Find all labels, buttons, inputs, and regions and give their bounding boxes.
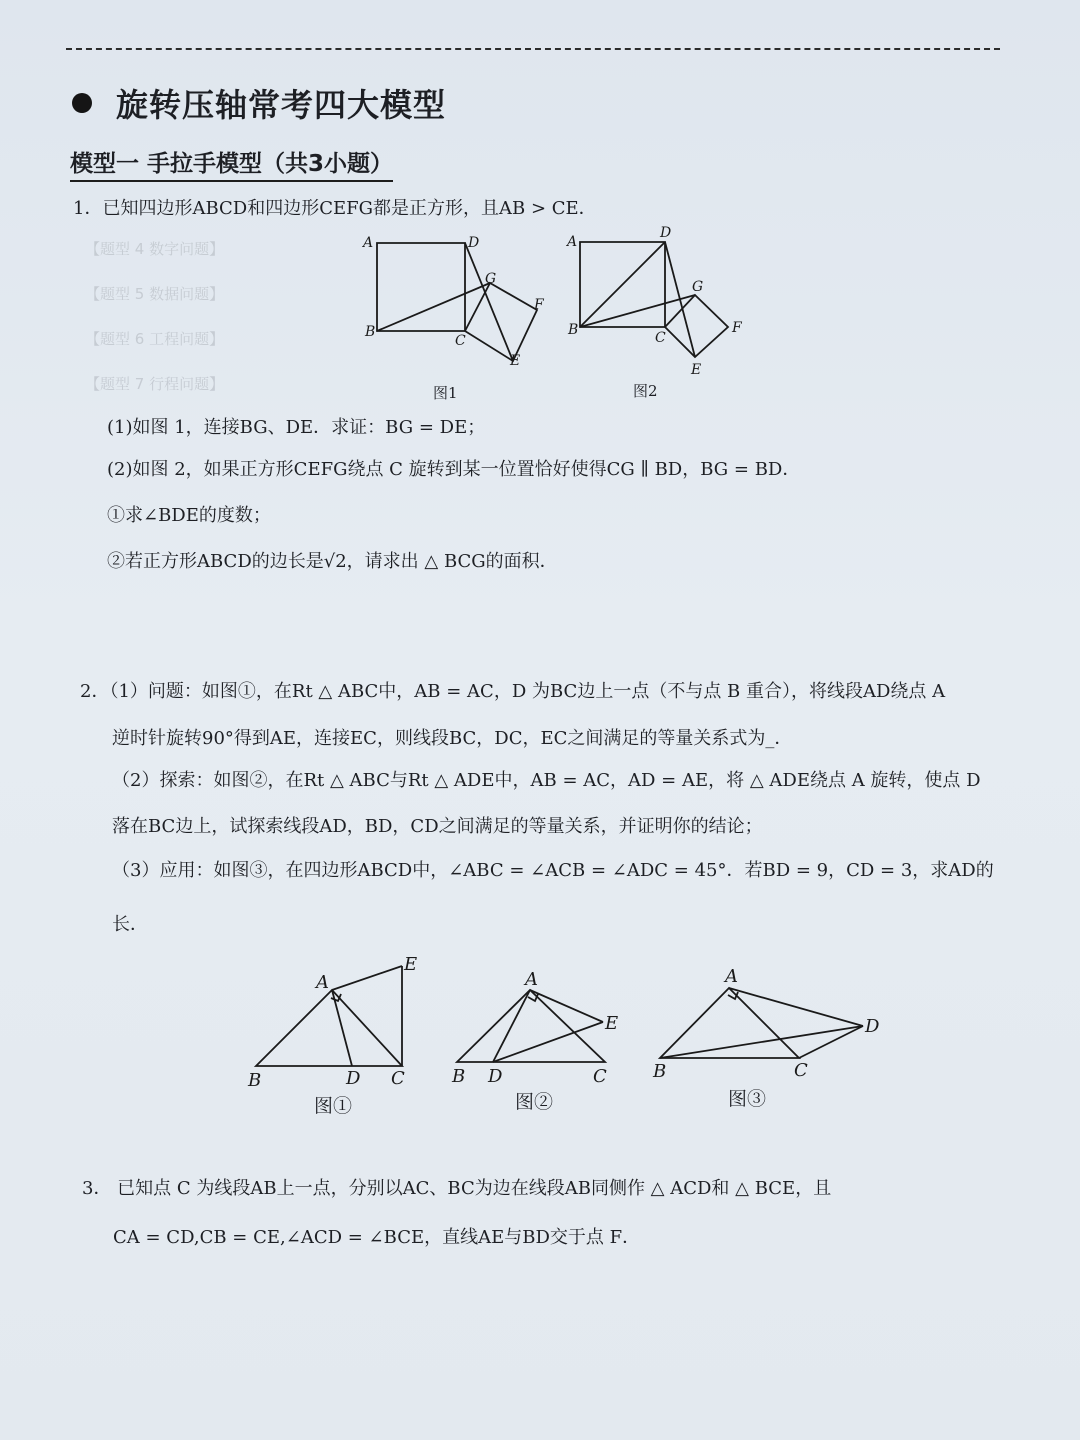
label-b: B — [365, 324, 376, 340]
q2-line6: 长． — [112, 914, 148, 935]
show-through-text: 【题型 7 行程问题】 — [85, 375, 225, 393]
bullet-icon — [72, 93, 92, 113]
label-a: A — [316, 972, 329, 993]
q1-part2: (2)如图 2，如果正方形CEFG绕点 C 旋转到某一位置恰好使得CG ∥ BD，BG = BD． — [107, 459, 801, 480]
section-heading — [72, 80, 446, 126]
show-through-text: 【题型 5 数据问题】 — [85, 285, 225, 303]
q2-fig2-caption: 图② — [515, 1091, 554, 1113]
q1-figure-2 — [560, 222, 760, 382]
label-c: C — [455, 333, 466, 349]
label-e: E — [605, 1013, 619, 1034]
q2-figure-2 — [445, 965, 635, 1090]
q1-stem: 1．已知四边形ABCD和四边形CEFG都是正方形，且AB > CE． — [73, 198, 597, 219]
label-g: G — [692, 279, 704, 295]
label-c: C — [655, 330, 666, 346]
q2-line3: （2）探索：如图②，在Rt △ ABC与Rt △ ADE中，AB = AC，AD = AE，将 △ ADE绕点 A 旋转，使点 D — [112, 770, 981, 791]
label-e: E — [510, 353, 521, 369]
label-b: B — [452, 1066, 466, 1087]
q1-fig2-caption: 图2 — [633, 382, 658, 400]
label-a: A — [363, 235, 374, 251]
q2-figure-1 — [240, 950, 430, 1095]
label-b: B — [568, 322, 579, 338]
section-title: 旋转压轴常考四大模型 — [116, 86, 447, 124]
q2-line5: （3）应用：如图③，在四边形ABCD中，∠ABC = ∠ACB = ∠ADC = 45°．若BD = 9，CD = 3，求AD的 — [112, 860, 994, 881]
label-e: E — [404, 954, 418, 975]
q3-line1: 3． 已知点 C 为线段AB上一点，分别以AC、BC为边在线段AB同侧作 △ ACD和 △ BCE，且 — [82, 1178, 832, 1199]
label-d: D — [660, 225, 672, 241]
label-d: D — [346, 1068, 361, 1089]
show-through-text: 【题型 4 数字问题】 — [85, 240, 225, 258]
label-g: G — [485, 271, 497, 287]
label-d: D — [865, 1016, 880, 1037]
q2-fig1-caption: 图① — [314, 1095, 353, 1117]
label-e: E — [691, 362, 702, 378]
q2-figure-3 — [645, 960, 885, 1085]
label-c: C — [391, 1068, 405, 1089]
label-c: C — [794, 1060, 808, 1081]
show-through-text: 【题型 6 工程问题】 — [85, 330, 225, 348]
q2-line2: 逆时针旋转90°得到AE，连接EC，则线段BC，DC，EC之间满足的等量关系式为_． — [112, 728, 793, 749]
q1-sub2: ②若正方形ABCD的边长是√2，请求出 △ BCG的面积． — [107, 551, 558, 572]
q2-line1: 2．（1）问题：如图①，在Rt △ ABC中，AB = AC，D 为BC边上一点（不与点 B 重合），将线段AD绕点 A — [80, 681, 946, 702]
label-f: F — [534, 297, 544, 313]
model-title: 模型一 手拉手模型（共3小题） — [70, 145, 393, 182]
q2-line4: 落在BC边上，试探索线段AD，BD，CD之间满足的等量关系，并证明你的结论； — [112, 816, 763, 837]
label-d: D — [488, 1066, 503, 1087]
q1-sub1: ①求∠BDE的度数； — [107, 505, 271, 526]
label-b: B — [248, 1070, 262, 1091]
q1-fig1-caption: 图1 — [433, 384, 458, 402]
q2-fig3-caption: 图③ — [728, 1088, 767, 1110]
label-b: B — [653, 1061, 667, 1082]
label-f: F — [732, 320, 742, 336]
label-c: C — [593, 1066, 607, 1087]
q3-line2: CA = CD,CB = CE,∠ACD = ∠BCE，直线AE与BD交于点 F． — [113, 1227, 641, 1248]
label-d: D — [468, 235, 480, 251]
top-dashed-divider — [66, 48, 1000, 50]
label-a: A — [525, 969, 538, 990]
q1-figure-1 — [355, 228, 555, 378]
label-a: A — [567, 234, 578, 250]
label-a: A — [725, 966, 738, 987]
q1-part1: (1)如图 1，连接BG、DE．求证：BG = DE； — [107, 417, 486, 438]
